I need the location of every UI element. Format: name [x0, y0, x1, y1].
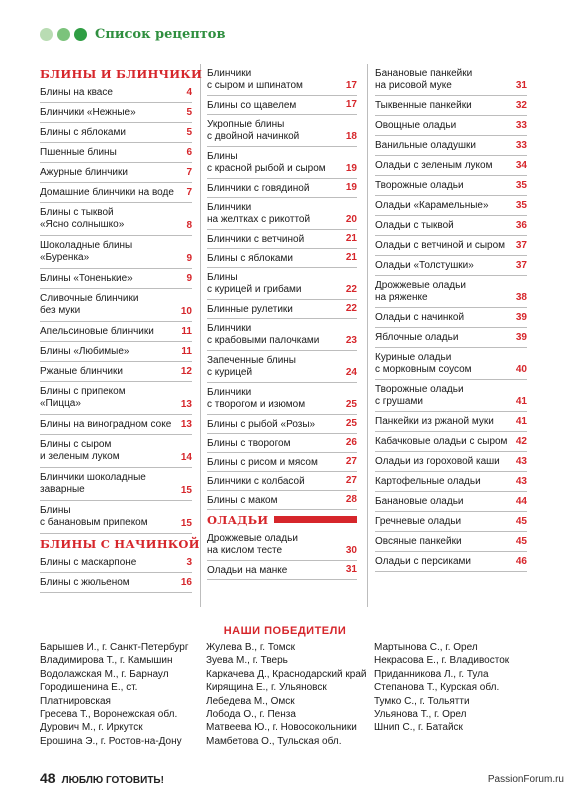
recipe-page-number: 7 — [186, 187, 192, 198]
page-header — [40, 24, 226, 44]
recipe-name: «Пицца» — [40, 398, 81, 409]
winner-name: Степанова Т., Курская обл. — [374, 682, 500, 694]
recipe-entry — [375, 236, 527, 256]
recipe-entry — [40, 203, 192, 236]
winners-column-2 — [206, 641, 374, 748]
winner-name: Приданникова Л., г. Тула — [374, 668, 489, 680]
recipe-page-number: 16 — [180, 577, 192, 588]
recipe-name: Оладьи с начинкой — [375, 312, 465, 323]
recipe-name: Блины на виноградном соке — [40, 419, 172, 430]
recipe-page-number: 10 — [180, 306, 192, 317]
recipe-name: Дрожжевые оладьи — [207, 533, 298, 544]
recipe-entry — [40, 501, 192, 534]
recipe-name: Овсяные панкейки — [375, 536, 462, 547]
section-header — [40, 534, 200, 553]
recipe-name: Блины с рисом и мясом — [207, 457, 318, 468]
recipe-page-number: 27 — [345, 456, 357, 467]
section-header — [40, 64, 203, 83]
recipe-name: Блины с маскарпоне — [40, 557, 137, 568]
recipe-name: Творожные оладьи — [375, 180, 464, 191]
watermark: PassionForum.ru — [487, 774, 564, 785]
recipe-page-number: 37 — [515, 240, 527, 251]
recipe-entry — [375, 452, 527, 472]
recipe-page-number: 22 — [345, 303, 357, 314]
recipe-entry — [375, 492, 527, 512]
recipe-name: Панкейки из ржаной муки — [375, 416, 494, 427]
recipe-page-number: 21 — [345, 252, 357, 263]
recipe-name: Блинчики «Нежные» — [40, 107, 136, 118]
winner-name: Матвеева Ю., г. Новосокольники — [206, 722, 357, 734]
recipe-entry — [207, 434, 357, 453]
recipe-name: Ржаные блинчики — [40, 366, 123, 377]
recipe-entry — [375, 156, 527, 176]
recipe-entry — [207, 491, 357, 510]
recipe-page-number: 38 — [515, 292, 527, 303]
recipe-name: с грушами — [375, 396, 423, 407]
winner-name: Мартынова С., г. Орел — [374, 642, 478, 653]
recipe-name: с курицей — [207, 367, 253, 378]
recipe-name: на рисовой муке — [375, 80, 452, 91]
recipe-entry — [207, 383, 357, 415]
recipe-entry — [40, 289, 192, 322]
recipe-entry — [207, 179, 357, 198]
recipe-page-number: 11 — [181, 346, 192, 357]
recipe-page-number: 17 — [345, 80, 357, 91]
winner-name: Ульянова Т., г. Орел — [374, 709, 467, 721]
recipe-page-number: 43 — [515, 456, 527, 467]
winner-name: Лебедева М., Омск — [206, 695, 295, 707]
recipe-name: и зеленым луком — [40, 451, 120, 462]
recipe-name: с творогом и изюмом — [207, 399, 306, 410]
recipe-name: Блинчики с колбасой — [207, 476, 305, 487]
recipe-entry — [40, 362, 192, 382]
recipe-page-number: 30 — [345, 545, 357, 556]
recipe-name: Апельсиновые блинчики — [40, 326, 154, 337]
recipe-page-number: 13 — [180, 399, 192, 410]
recipe-name: Сливочные блинчики — [40, 293, 139, 304]
recipe-name: Кабачковые оладьи с сыром — [375, 436, 508, 447]
recipe-page-number: 22 — [345, 284, 357, 295]
recipe-name: Оладьи с персиками — [375, 556, 471, 567]
recipe-name: Ванильные оладушки — [375, 140, 476, 151]
recipe-entry — [375, 64, 527, 96]
recipe-name: Блинчики — [207, 387, 252, 398]
recipe-name: на желтках с рикоттой — [207, 214, 311, 225]
recipe-entry — [40, 103, 192, 123]
recipe-name: «Буренка» — [40, 252, 90, 263]
recipe-entry — [375, 348, 527, 380]
recipe-page-number: 36 — [515, 220, 527, 231]
recipe-page-number: 19 — [345, 182, 357, 193]
recipe-name: Куриные оладьи — [375, 352, 452, 363]
recipe-entry — [375, 412, 527, 432]
winner-name: Зуева М., г. Тверь — [206, 655, 288, 667]
recipe-page-number: 25 — [345, 399, 357, 410]
winner-name: Кирящина Е., г. Ульяновск — [206, 682, 327, 694]
recipe-entry — [40, 269, 192, 289]
recipe-entry — [207, 249, 357, 268]
recipe-name: Блинчики с говядиной — [207, 183, 310, 194]
recipe-name: Шоколадные блины — [40, 240, 133, 251]
winner-name: Каркачева Д., Краснодарский край — [206, 668, 367, 680]
page-number: 48 — [40, 770, 56, 786]
recipe-name: Блинчики с ветчиной — [207, 234, 305, 245]
recipe-name: Блины на квасе — [40, 87, 113, 98]
winner-name: Шнип С., г. Батайск — [374, 722, 463, 734]
recipe-name: Овощные оладьи — [375, 120, 457, 131]
recipe-entry — [40, 322, 192, 342]
recipe-page-number: 34 — [515, 160, 527, 171]
recipe-name: с курицей и грибами — [207, 284, 302, 295]
winners-column-1 — [40, 641, 206, 748]
recipe-page-number: 41 — [515, 416, 527, 427]
recipe-entry — [207, 319, 357, 351]
recipe-page-number: 9 — [186, 273, 192, 284]
recipe-name: Блины с яблоками — [207, 253, 293, 264]
section-header — [207, 510, 357, 529]
recipe-name: Оладьи «Карамельные» — [375, 200, 489, 211]
recipe-name: Дрожжевые оладьи — [375, 280, 466, 291]
magazine-name: ЛЮБЛЮ ГОТОВИТЬ! — [61, 775, 164, 786]
recipe-page-number: 41 — [515, 396, 527, 407]
recipe-entry — [40, 382, 192, 415]
recipe-name: Запеченные блины — [207, 355, 296, 366]
recipe-entry — [207, 472, 357, 491]
recipe-name: Блины — [207, 272, 238, 283]
recipe-page-number: 4 — [186, 87, 192, 98]
column-divider — [367, 64, 368, 607]
recipe-entry — [375, 276, 527, 308]
recipe-name: Укропные блины — [207, 119, 285, 130]
recipe-entry — [375, 380, 527, 412]
recipe-name: Блинные рулетики — [207, 304, 293, 315]
recipe-name: Картофельные оладьи — [375, 476, 481, 487]
recipe-name: Блины «Любимые» — [40, 346, 130, 357]
column-divider — [200, 64, 201, 607]
winner-name: Дурович М., г. Иркутск — [40, 722, 143, 734]
recipe-name: на кислом тесте — [207, 545, 283, 556]
recipe-name: заварные — [40, 484, 85, 495]
recipe-entry — [207, 453, 357, 472]
winner-name: Городишенина Е., ст. Платнировская — [40, 682, 138, 707]
recipe-entry — [207, 230, 357, 249]
recipe-name: с двойной начинкой — [207, 131, 300, 142]
recipe-entry — [207, 115, 357, 147]
recipe-name: «Ясно солнышко» — [40, 219, 125, 230]
recipe-entry — [375, 552, 527, 572]
recipe-page-number: 24 — [345, 367, 357, 378]
recipe-entry — [207, 561, 357, 580]
recipe-name: Оладьи с тыквой — [375, 220, 454, 231]
recipe-name: Блины — [207, 151, 238, 162]
recipe-name: Блины «Тоненькие» — [40, 273, 133, 284]
recipe-page-number: 25 — [345, 418, 357, 429]
recipe-name: Блины с сыром — [40, 439, 112, 450]
recipe-page-number: 5 — [186, 107, 192, 118]
section-title: БЛИНЫ С НАЧИНКОЙ — [40, 536, 200, 551]
recipe-page-number: 23 — [345, 335, 357, 346]
recipe-name: Блинчики — [207, 202, 252, 213]
recipe-name: Оладьи на манке — [207, 565, 288, 576]
recipe-entry — [207, 268, 357, 300]
recipe-page-number: 35 — [515, 180, 527, 191]
recipe-name: Гречневые оладьи — [375, 516, 462, 527]
header-dot-icon — [74, 28, 87, 41]
winners-section — [40, 625, 530, 748]
recipe-entry — [207, 198, 357, 230]
page-footer — [40, 770, 164, 786]
recipe-page-number: 3 — [186, 557, 192, 568]
recipe-name: Блинчики — [207, 68, 252, 79]
recipe-entry — [207, 147, 357, 179]
recipe-page-number: 31 — [345, 564, 357, 575]
recipe-entry — [207, 529, 357, 561]
recipe-name: Пшенные блины — [40, 147, 117, 158]
recipe-page-number: 45 — [515, 536, 527, 547]
recipe-page-number: 20 — [345, 214, 357, 225]
recipe-page-number: 27 — [345, 475, 357, 486]
recipe-name: Блинчики — [207, 323, 252, 334]
winners-column-3 — [374, 641, 530, 748]
recipe-entry — [40, 415, 192, 435]
recipe-name: Блины со щавелем — [207, 100, 297, 111]
recipe-page-number: 15 — [180, 485, 192, 496]
header-dot-icon — [40, 28, 53, 41]
recipe-page-number: 15 — [180, 518, 192, 529]
winner-name: Лобода О., г. Пенза — [206, 709, 296, 721]
winner-name: Владимирова Т., г. Камышин — [40, 655, 173, 667]
recipe-page-number: 19 — [345, 163, 357, 174]
recipe-name: с банановым припеком — [40, 517, 148, 528]
recipe-name: с сыром и шпинатом — [207, 80, 303, 91]
recipe-entry — [207, 415, 357, 434]
recipe-name: Блины с тыквой — [40, 207, 114, 218]
recipe-name: Блины с яблоками — [40, 127, 126, 138]
recipe-name: Творожные оладьи — [375, 384, 464, 395]
recipe-page-number: 28 — [345, 494, 357, 505]
recipe-page-number: 42 — [515, 436, 527, 447]
recipe-name: Банановые панкейки — [375, 68, 473, 79]
recipe-entry — [375, 196, 527, 216]
recipe-page-number: 40 — [515, 364, 527, 375]
winner-name: Водолажская М., г. Барнаул — [40, 668, 169, 680]
recipe-entry — [40, 236, 192, 269]
recipe-name: Блины с маком — [207, 495, 278, 506]
recipe-page-number: 35 — [515, 200, 527, 211]
recipe-column-2 — [207, 64, 357, 580]
recipe-entry — [375, 96, 527, 116]
recipe-entry — [375, 216, 527, 236]
recipe-column-3 — [375, 64, 527, 572]
recipe-entry — [375, 256, 527, 276]
winner-name: Некрасова Е., г. Владивосток — [374, 655, 510, 667]
section-title: БЛИНЫ И БЛИНЧИКИ — [40, 66, 203, 81]
winners-title: НАШИ ПОБЕДИТЕЛИ — [223, 625, 347, 637]
section-title: ОЛАДЬИ — [207, 512, 269, 527]
recipe-entry — [375, 532, 527, 552]
recipe-page-number: 13 — [180, 419, 192, 430]
recipe-page-number: 6 — [186, 147, 192, 158]
recipe-page-number: 31 — [515, 80, 527, 91]
page-title: Список рецептов — [95, 26, 226, 42]
recipe-name: Блины с припеком — [40, 386, 126, 397]
recipe-page-number: 17 — [345, 99, 357, 110]
recipe-name: Домашние блинчики на воде — [40, 187, 174, 198]
recipe-entry — [207, 96, 357, 115]
recipe-name: с морковным соусом — [375, 364, 472, 375]
recipe-entry — [375, 432, 527, 452]
recipe-name: Блины с жюльеном — [40, 577, 130, 588]
recipe-entry — [375, 176, 527, 196]
winner-name: Жулева В., г. Томск — [206, 642, 295, 653]
recipe-entry — [40, 83, 192, 103]
recipe-entry — [40, 573, 192, 593]
winner-name: Мамбетова О., Тульская обл. — [206, 735, 342, 747]
recipe-name: с красной рыбой и сыром — [207, 163, 326, 174]
recipe-entry — [207, 64, 357, 96]
recipe-entry — [375, 136, 527, 156]
recipe-page-number: 44 — [515, 496, 527, 507]
recipe-entry — [207, 300, 357, 319]
recipe-entry — [40, 143, 192, 163]
recipe-page-number: 7 — [186, 167, 192, 178]
recipe-name: Блинчики шоколадные — [40, 472, 146, 483]
recipe-page-number: 43 — [515, 476, 527, 487]
recipe-page-number: 5 — [186, 127, 192, 138]
recipe-name: Оладьи с зеленым луком — [375, 160, 493, 171]
recipe-page-number: 8 — [186, 220, 192, 231]
recipe-entry — [207, 351, 357, 383]
recipe-name: без муки — [40, 305, 81, 316]
recipe-name: Блины с рыбой «Розы» — [207, 419, 316, 430]
header-dot-icon — [57, 28, 70, 41]
recipe-page-number: 33 — [515, 120, 527, 131]
recipe-entry — [40, 553, 192, 573]
recipe-page-number: 18 — [345, 131, 357, 142]
recipe-entry — [40, 123, 192, 143]
recipe-entry — [40, 342, 192, 362]
recipe-name: Банановые оладьи — [375, 496, 464, 507]
recipe-entry — [375, 116, 527, 136]
recipe-page-number: 39 — [515, 332, 527, 343]
winner-name: Барышев И., г. Санкт-Петербург — [40, 642, 189, 653]
recipe-page-number: 21 — [345, 233, 357, 244]
recipe-name: Ажурные блинчики — [40, 167, 128, 178]
recipe-page-number: 46 — [515, 556, 527, 567]
recipe-name: Оладьи с ветчиной и сыром — [375, 240, 506, 251]
recipe-name: Оладьи «Толстушки» — [375, 260, 474, 271]
section-bar — [274, 516, 357, 523]
recipe-name: Яблочные оладьи — [375, 332, 459, 343]
recipe-name: Блины с творогом — [207, 438, 291, 449]
recipe-name: Оладьи из гороховой каши — [375, 456, 500, 467]
recipe-name: Блины — [40, 505, 71, 516]
recipe-page-number: 33 — [515, 140, 527, 151]
recipe-name: с крабовыми палочками — [207, 335, 320, 346]
recipe-name: на ряженке — [375, 292, 428, 303]
recipe-entry — [375, 308, 527, 328]
recipe-entry — [40, 468, 192, 501]
recipe-page-number: 9 — [186, 253, 192, 264]
recipe-page-number: 11 — [181, 326, 192, 337]
recipe-page-number: 37 — [515, 260, 527, 271]
recipe-entry — [375, 512, 527, 532]
recipe-page-number: 39 — [515, 312, 527, 323]
recipe-page-number: 14 — [180, 452, 192, 463]
recipe-page-number: 32 — [515, 100, 527, 111]
recipe-page-number: 45 — [515, 516, 527, 527]
recipe-page-number: 12 — [180, 366, 192, 377]
winner-name: Гресева Т., Воронежская обл. — [40, 709, 178, 721]
recipe-entry — [375, 472, 527, 492]
recipe-name: Тыквенные панкейки — [375, 100, 472, 111]
recipe-column-1 — [40, 64, 203, 593]
recipe-entry — [40, 163, 192, 183]
winner-name: Тумко С., г. Тольятти — [374, 695, 470, 707]
recipe-entry — [375, 328, 527, 348]
recipe-entry — [40, 435, 192, 468]
recipe-entry — [40, 183, 192, 203]
recipe-page-number: 26 — [345, 437, 357, 448]
winner-name: Ерошина Э., г. Ростов-на-Дону — [40, 735, 182, 747]
